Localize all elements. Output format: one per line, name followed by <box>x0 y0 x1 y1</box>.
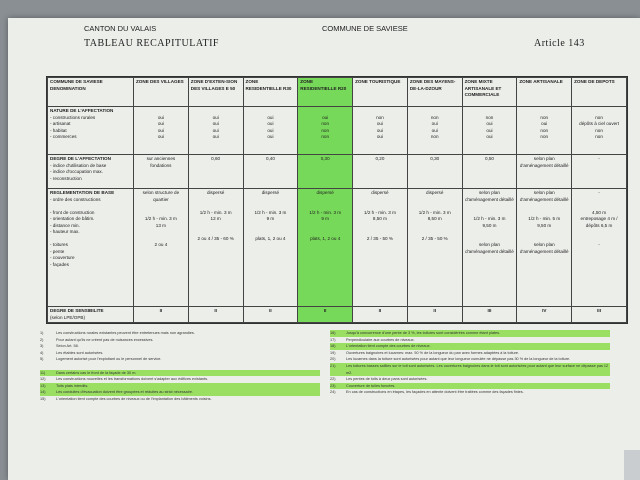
footnote: 24) En cas de constructions en étapes, les façades en attente doivent être traitées comme des façades finies. <box>330 390 524 395</box>
row-sub-label: - commerces <box>50 134 77 139</box>
row-sub-label: - front de construction <box>50 209 95 215</box>
table-cell: selon plan d'aménagement détaillé <box>517 155 572 189</box>
table-cell: II <box>188 307 243 323</box>
row-sub-label: (selon LPE/OPB) <box>50 314 85 320</box>
footnote-highlighted: 13) Toits plats interdits. <box>40 383 320 390</box>
row-sub-label: - indice d'utilisation de base <box>50 162 107 168</box>
row-sub-label: - habitat <box>50 127 67 133</box>
footnote-highlighted: 23) Couverture de tuiles foncées. <box>330 383 610 390</box>
table-cell: 0,20 <box>353 155 408 189</box>
zone-header: ZONE DE DEPOTS <box>572 78 627 107</box>
section-title: REGLEMENTATION DE BASE <box>50 190 115 195</box>
table-cell: II <box>407 307 462 323</box>
table-cell: 0,40 <box>243 155 298 189</box>
section-title: DEGRE DE L'AFFECTATION <box>50 156 111 161</box>
footnote: 1) Les constructions rurales existantes peuvent être entretenues mais non agrandies. <box>40 331 195 335</box>
footnote: 19) Ouvertures baignoires et lucarnes: max. 50 % de la longueur du pan avec formes adaptées à la toiture. <box>330 350 520 355</box>
section-title: DEGRE DE SENSIBILITE <box>50 308 104 313</box>
row-label <box>48 189 134 307</box>
row-sub-label: - distance min. <box>50 222 80 228</box>
table-cell: non oui non non <box>517 107 572 155</box>
row-sub-label: - couverture <box>50 255 75 260</box>
section-title: NATURE DE L'AFFECTATION <box>50 108 114 113</box>
table-cell: oui oui oui oui <box>134 107 189 155</box>
corner-header: COMMUNE DE SAVIESE DENOMINATION <box>48 78 134 107</box>
table-cell: selon plan d'aménagement détaillé 1/2 h - min. 3 m 9,50 m selon plan d'aménagement détaillé <box>462 189 517 307</box>
footnote: 15) L'orientation tient compte des courbes de niveaux ou de l'implantation des bâtiments voisins. <box>40 396 212 401</box>
table-cell: III <box>572 307 627 323</box>
table-cell: oui oui oui oui <box>243 107 298 155</box>
footnote <box>40 363 320 370</box>
commune-label: COMMUNE DE SAVIESE <box>322 24 408 33</box>
row-sub-label: - constructions rurales <box>50 114 96 120</box>
footnote: 3) Selon Art. 58. <box>40 344 79 349</box>
zone-header: ZONE TOURISTIQUE <box>353 78 408 107</box>
row-sub-label: - pente <box>50 248 65 254</box>
footnote: 5) Logement autorisé pour l'exploitant ou le personnel de service. <box>40 357 162 362</box>
table-cell: selon structure de quartier 1/2 h - min. 3 m 13 m 2 ou 4 <box>134 189 189 307</box>
table-row <box>48 155 627 189</box>
table-cell: - <box>572 155 627 189</box>
table-cell: III <box>462 307 517 323</box>
footnote-highlighted: 16) Jusqu'à concurrence d'une pente de 3 %, les toitures sont considérées comme étant plates. <box>330 330 610 337</box>
footnotes-right <box>330 330 610 396</box>
footnote-highlighted: 18) L'orientation tient compte des courbes de niveaux. <box>330 343 610 350</box>
table-cell: II <box>298 307 353 323</box>
table-cell: dispersé 1/2 h - min. 3 m 12 m 2 ou 4 / 35 - 60 % <box>188 189 243 307</box>
table-cell: II <box>353 307 408 323</box>
row-sub-label: - ordre des constructions <box>50 196 101 202</box>
table-row <box>48 107 627 155</box>
table-cell: II <box>243 307 298 323</box>
row-sub-label: - toitures <box>50 242 68 247</box>
zone-header: ZONE DES MAYENS-DE-LA-DZOUR <box>407 78 462 107</box>
summary-table <box>46 76 628 324</box>
table-cell: non oui oui oui <box>462 107 517 155</box>
zone-header: ZONE D'EXTEN-SION DES VILLAGES E 50 <box>188 78 243 107</box>
table-header-row <box>48 78 627 107</box>
table-cell: 0,50 <box>462 155 517 189</box>
table-cell: oui oui oui oui <box>188 107 243 155</box>
footnote-highlighted: 21) Les toitures basses saillies sur le toit sont autorisées. Les ouvertures baignoires dans le toit sont autorisées pour autant que leur surface ne dépasse pas 12 m2. <box>330 363 609 375</box>
row-sub-label: - indice d'occupation max. <box>50 169 103 174</box>
article-label: Article 143 <box>534 38 585 49</box>
row-sub-label: - hauteur max. <box>50 229 80 234</box>
table-cell: selon plan d'aménagement détaillé 1/2 h - min. 5 m 9,50 m selon plan d'aménagement détaillé <box>517 189 572 307</box>
table-cell: non dépôts à ciel ouvert non non <box>572 107 627 155</box>
footnote-highlighted: 14) Les conduites d'évacuation doivent être groupées et réduites au strict nécessaire. <box>40 389 320 396</box>
table-cell: dispersé 1/2 h - min. 3 m 8,50 m 2 / 35 - 50 % <box>353 189 408 307</box>
zone-header: ZONE ARTISANALE <box>517 78 572 107</box>
row-label <box>48 155 134 189</box>
zone-header-highlighted: ZONE RESIDENTIELLE R20 <box>298 78 353 107</box>
table-row <box>48 189 627 307</box>
table-cell: - 4,50 m entreposage 4 m / dépôts 6,5 m - <box>572 189 627 307</box>
document-title: TABLEAU RECAPITULATIF <box>84 38 219 49</box>
footnote: 22) Les pentes de toits à deux pans sont autorisées. <box>330 377 428 382</box>
row-sub-label: - façades <box>50 261 69 267</box>
zone-header: ZONE RESIDENTIELLE R30 <box>243 78 298 107</box>
row-sub-label: - reconstruction <box>50 175 82 181</box>
table-cell: non oui oui non <box>407 107 462 155</box>
table-cell: dispersé 1/2 h - min. 3 m 9 m plats, 1, 2 ou 4 <box>298 189 353 307</box>
page-corner <box>624 450 640 480</box>
canton-label: CANTON DU VALAIS <box>84 24 157 33</box>
table-cell: sur anciennes fondations <box>134 155 189 189</box>
zone-header: ZONE DES VILLAGES <box>134 78 189 107</box>
footnotes-left <box>40 330 320 403</box>
table-cell: IV <box>517 307 572 323</box>
table-cell: non oui oui oui <box>353 107 408 155</box>
footnote: 12) Les constructions nouvelles et les transformations doivent s'adapter aux édifices existants. <box>40 377 209 382</box>
row-label <box>48 307 134 323</box>
table-cell: 0,60 <box>188 155 243 189</box>
row-sub-label: - artisanat <box>50 121 71 126</box>
row-label <box>48 107 134 155</box>
footnote: 17) Perpendiculaire aux courbes de niveaux. <box>330 337 415 342</box>
table-cell: II <box>134 307 189 323</box>
footnote-highlighted: 11) Dans certains cas le front de la façade de 30 m. <box>40 370 320 377</box>
table-row <box>48 307 627 323</box>
table-cell: oui non non non <box>298 107 353 155</box>
row-sub-label: - orientation de bâtim. <box>50 216 95 221</box>
table-cell: dispersé 1/2 h - min. 3 m 9 m plats, 1, 2 ou 4 <box>243 189 298 307</box>
footnote: 20) Les lucarnes dans la toiture sont autorisées pour autant que leur longueur cumulée ne dépasse pas 30 % de la longueur de la toiture. <box>330 357 571 362</box>
table-cell: 0,30 <box>298 155 353 189</box>
table-cell: dispersé 1/2 h - min. 3 m 8,50 m 2 / 35 - 50 % <box>407 189 462 307</box>
table-cell: 0,30 <box>407 155 462 189</box>
zone-header: ZONE MIXTE ARTISANALE ET COMMERCIALE <box>462 78 517 107</box>
footnote: 4) Les étables sont autorisées. <box>40 350 104 355</box>
footnote: 2) Pour autant qu'ils ne créent pas de nuisances excessives. <box>40 337 154 342</box>
